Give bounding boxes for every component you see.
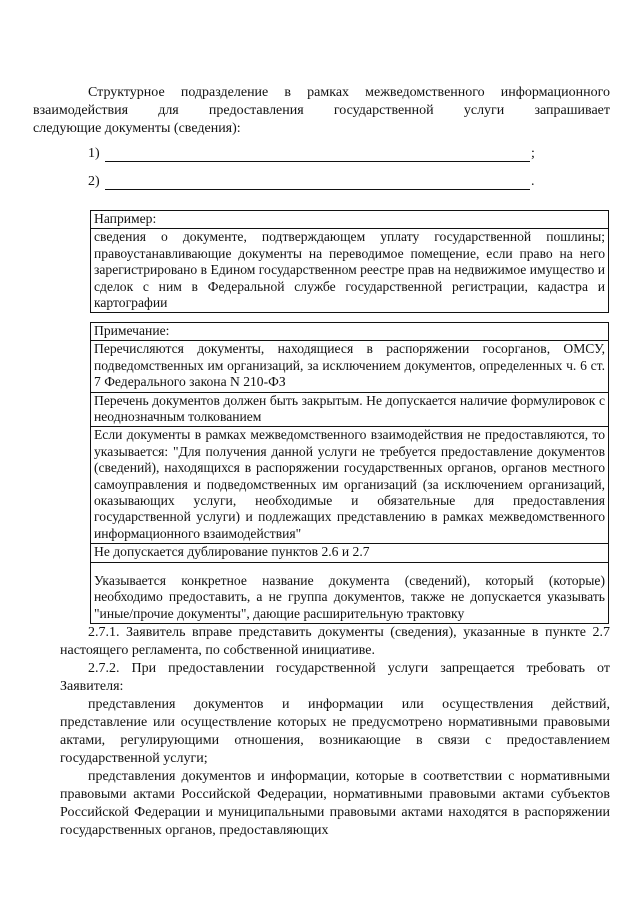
example-header: Например: <box>91 211 609 229</box>
paragraph-2-7-2: 2.7.2. При предоставлении государственной услуги запрещается требовать от Заявителя: <box>60 661 610 694</box>
notes-box <box>90 322 609 624</box>
notes-row-1: Перечисляются документы, находящиеся в распоряжении госорганов, ОМСУ, подведомственных им организаций, за исключением документов, определенных ч. 6 ст. 7 Федерального закона N 210-ФЗ <box>91 341 609 392</box>
example-box <box>90 210 609 313</box>
intro-line-1: Структурное подразделение в рамках межведомственного информационного <box>88 85 610 100</box>
blank-underline[interactable] <box>105 189 530 190</box>
notes-row-4: Не допускается дублирование пунктов 2.6 и 2.7 <box>91 544 609 562</box>
blank-end-mark: ; <box>531 146 535 161</box>
notes-row-5: Указывается конкретное название документа (сведений), который (которые) необходимо предоставить, а не группа документов, также не допускается указывать "иные/прочие документы", дающие расширительную трактовку <box>91 562 609 623</box>
blank-underline[interactable] <box>105 161 530 162</box>
intro-paragraph <box>33 84 610 138</box>
paragraph-2-7-1: 2.7.1. Заявитель вправе представить документы (сведения), указанные в пункте 2.7 настоящего регламента, по собственной инициативе. <box>60 625 610 658</box>
paragraph-item-2: представления документов и информации, которые в соответствии с нормативными правовыми актами Российской Федерации, нормативными правовыми актами субъектов Российской Федерации и муниципальными правовыми актами находятся в распоряжении государственных органов, предоставляющих <box>60 769 610 838</box>
notes-row-2: Перечень документов должен быть закрытым. Не допускается наличие формулировок с неоднозначным толкованием <box>91 392 609 427</box>
body-text <box>60 624 610 840</box>
notes-row-3: Если документы в рамках межведомственного взаимодействия не предоставляются, то указывается: "Для получения данной услуги не требуется предоставление документов (сведений), находящихся в распоряжении государственных органов, органов местного самоуправления и подведомственных им организаций (за исключением организаций, оказывающих услуги, необходимые и обязательные для предоставления государственной услуги) и подлежащих представлению в рамках межведомственного информационного взаимодействия" <box>91 427 609 544</box>
blank-number: 1) <box>88 146 100 161</box>
notes-header: Примечание: <box>91 323 609 341</box>
blank-end-mark: . <box>531 174 535 189</box>
intro-line-3: следующие документы (сведения): <box>33 121 241 136</box>
example-text: сведения о документе, подтверждающем уплату государственной пошлины; правоустанавливающие документы на переводимое помещение, если право на него зарегистрировано в Едином государственном реестре прав на недвижимое имущество и сделок с ним в Федеральной службе государственной регистрации, кадастра и картографии <box>91 229 609 313</box>
paragraph-item-1: представления документов и информации или осуществления действий, представление или осуществление которых не предусмотрено нормативными правовыми актами, регулирующими отношения, возникающие в связи с предоставлением государственной услуги; <box>60 697 610 766</box>
intro-line-2: взаимодействия для предоставления государственной услуги запрашивает <box>33 103 610 118</box>
blank-number: 2) <box>88 174 100 189</box>
